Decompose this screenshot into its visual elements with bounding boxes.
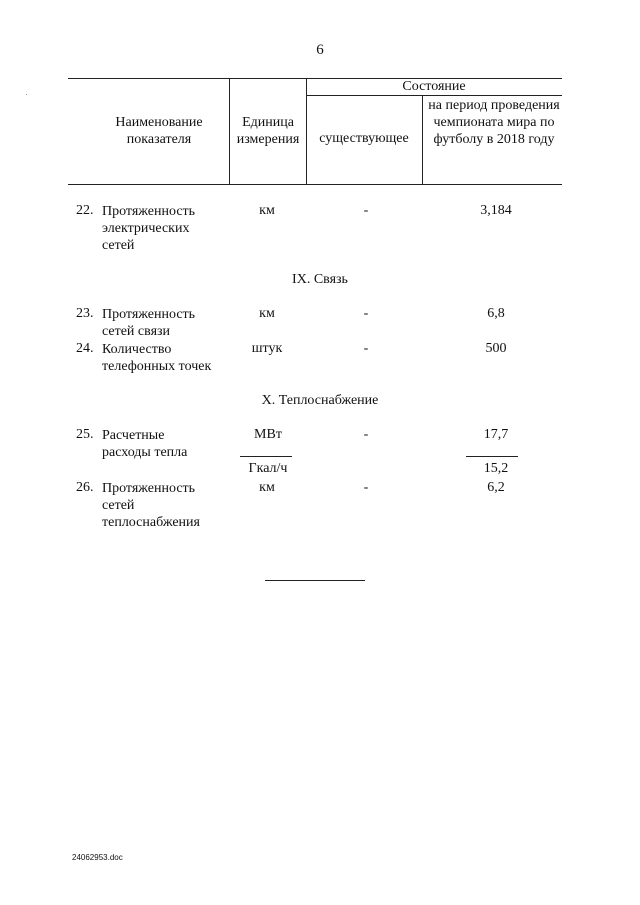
row-25-unit-rule (240, 456, 292, 457)
row-26-value: 6,2 (487, 480, 505, 495)
row-24-existing: - (363, 341, 369, 356)
row-26-unit: км (259, 480, 275, 495)
row-22-name: Протяженность электрических сетей (102, 204, 196, 253)
header-status: Состояние (402, 79, 466, 94)
status-sub-rule (306, 95, 562, 96)
footer-filename: 24062953.doc (72, 853, 123, 862)
row-25-value-mw: 17,7 (483, 427, 509, 442)
row-24-unit: штук (251, 341, 283, 356)
row-26-name: Протяженность сетей теплоснабжения (102, 481, 200, 530)
row-25-unit-gcal: Гкал/ч (248, 461, 288, 476)
header-unit: Единица измерения (236, 115, 300, 147)
row-23-existing: - (363, 306, 369, 321)
row-22-value: 3,184 (480, 203, 512, 218)
section-ix-heading: IX. Связь (292, 272, 348, 287)
header-name: Наименование показателя (115, 115, 203, 147)
row-23-number: 23. (76, 306, 94, 321)
row-25-unit-mw: МВт (254, 427, 282, 442)
row-22-existing: - (363, 203, 369, 218)
row-23-unit: км (259, 306, 275, 321)
row-25-number: 25. (76, 427, 94, 442)
col-divider-3 (422, 95, 423, 184)
row-22-number: 22. (76, 203, 94, 218)
row-26-number: 26. (76, 480, 94, 495)
row-23-name: Протяженность сетей связи (102, 307, 196, 339)
row-23-value: 6,8 (487, 306, 505, 321)
end-of-document-rule (265, 580, 365, 581)
row-25-value-gcal: 15,2 (483, 461, 509, 476)
row-25-existing: - (363, 427, 369, 442)
row-22-unit: км (259, 203, 275, 218)
row-25-value-rule (466, 456, 518, 457)
section-x-heading: X. Теплоснабжение (261, 393, 379, 408)
row-24-number: 24. (76, 341, 94, 356)
row-26-existing: - (363, 480, 369, 495)
page-number: 6 (316, 42, 324, 58)
row-25-name: Расчетные расходы тепла (102, 428, 188, 460)
header-bottom-rule (68, 184, 562, 185)
scan-speck (26, 94, 27, 95)
row-24-value: 500 (485, 341, 507, 356)
header-period: на период проведения чемпионата мира по футболу в 2018 году (428, 98, 560, 147)
header-existing: существующее (319, 131, 409, 146)
row-24-name: Количество телефонных точек (102, 342, 212, 374)
